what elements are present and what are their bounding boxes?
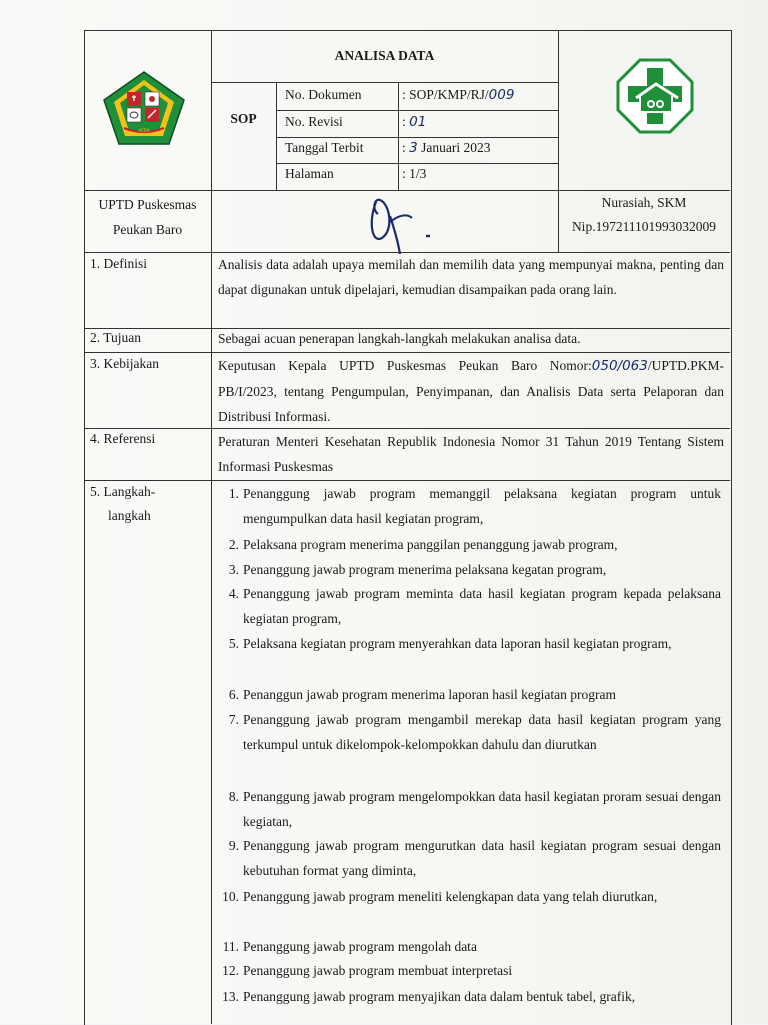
list-item: 13. Penanggung jawab program menyajikan data dalam bentuk tabel, grafik, — [222, 989, 636, 1004]
section-text-kebijakan: Keputusan Kepala UPTD Puskesmas Peukan Baro Nomor:050/063/UPTD.PKM-PB/I/2023, tentang Pengumpulan, Penyimpanan, dan Analisis Data serta Pelaporan dan Distribusi Informasi. — [218, 358, 724, 424]
section-label-langkah-1: 5. Langkah- — [90, 484, 156, 499]
list-item: 2. Pelaksana program menerima panggilan penanggung jawab program, — [228, 537, 618, 552]
section-text-referensi: Peraturan Menteri Kesehatan Republik Indonesia Nomor 31 Tahun 2019 Tentang Sistem Informasi Puskesmas — [218, 434, 724, 474]
list-item: 4. Penanggung jawab program meminta data hasil kegiatan program kepada pelaksana kegiatan program, — [228, 586, 721, 626]
handwritten-signature — [360, 192, 450, 258]
field-label-tanggal-terbit: Tanggal Terbit — [285, 140, 364, 155]
section-text-definisi: Analisis data adalah upaya memilah dan memilih data yang mempunyai makna, penting dan dapat digunakan untuk dipelajari, kemudian disampaikan pada orang lain. — [218, 257, 724, 297]
divider — [276, 82, 277, 190]
field-label-halaman: Halaman — [285, 166, 334, 181]
signer-name: Nurasiah, SKM — [601, 195, 687, 210]
field-value-no-revisi: : 01 — [402, 114, 427, 130]
list-item: 12. Penanggung jawab program membuat interpretasi — [222, 963, 513, 978]
list-item: 11. Penanggung jawab program mengolah data — [222, 939, 477, 954]
divider — [276, 163, 558, 164]
section-text-tujuan: Sebagai acuan penerapan langkah-langkah melakukan analisa data. — [218, 331, 581, 346]
divider — [276, 110, 558, 111]
section-label-langkah-2: langkah — [108, 508, 151, 523]
svg-text:ACEH: ACEH — [138, 128, 150, 133]
puskesmas-logo-icon — [616, 58, 694, 134]
list-item: 3. Penanggung jawab program menerima pelaksana kegatan program, — [228, 562, 607, 577]
divider — [84, 190, 730, 191]
section-label-definisi: 1. Definisi — [90, 256, 147, 271]
regency-emblem-icon — [102, 70, 186, 146]
list-item: 9. Penanggung jawab program mengurutkan data hasil kegiatan program sesuai dengan kebutuhan format yang diminta, — [228, 838, 721, 878]
field-value-no-dokumen: : SOP/KMP/RJ/009 — [402, 87, 515, 103]
list-item: 7. Penanggung jawab program mengambil merekap data hasil kegiatan program yang terkumpul untuk dikelompok-kelompokkan dahulu dan diurutkan — [228, 712, 721, 752]
list-item: 6. Penanggun jawab program menerima laporan hasil kegiatan program — [228, 687, 616, 702]
list-item: 1. Penanggung jawab program memanggil pelaksana kegiatan program untuk mengumpulkan data hasil kegiatan program, — [228, 486, 721, 526]
list-item: 5. Pelaksana kegiatan program menyerahkan data laporan hasil kegiatan program, — [228, 636, 672, 651]
org-name-line1: UPTD Puskesmas — [98, 197, 197, 212]
list-item: 8. Penanggung jawab program mengelompokkan data hasil kegiatan proram sesuai dengan kegiatan, — [228, 789, 721, 829]
list-item: 10. Penanggung jawab program meneliti kelengkapan data yang telah diurutkan, — [222, 889, 658, 904]
divider — [276, 137, 558, 138]
divider — [211, 190, 212, 252]
section-label-tujuan: 2. Tujuan — [90, 330, 142, 345]
divider — [211, 82, 558, 83]
divider — [558, 30, 559, 190]
field-label-no-dokumen: No. Dokumen — [285, 87, 362, 102]
section-label-referensi: 4. Referensi — [90, 431, 156, 446]
section-label-kebijakan: 3. Kebijakan — [90, 356, 159, 371]
divider — [211, 252, 212, 1024]
document-title: ANALISA DATA — [334, 48, 435, 63]
divider — [398, 82, 399, 190]
org-name-line2: Peukan Baro — [112, 222, 183, 237]
field-value-halaman: : 1/3 — [402, 166, 427, 181]
sop-label: SOP — [230, 111, 257, 126]
signer-nip: Nip.197211101993032009 — [571, 219, 717, 234]
field-value-tanggal-terbit: : 3 Januari 2023 — [402, 140, 491, 156]
field-label-no-revisi: No. Revisi — [285, 114, 343, 129]
